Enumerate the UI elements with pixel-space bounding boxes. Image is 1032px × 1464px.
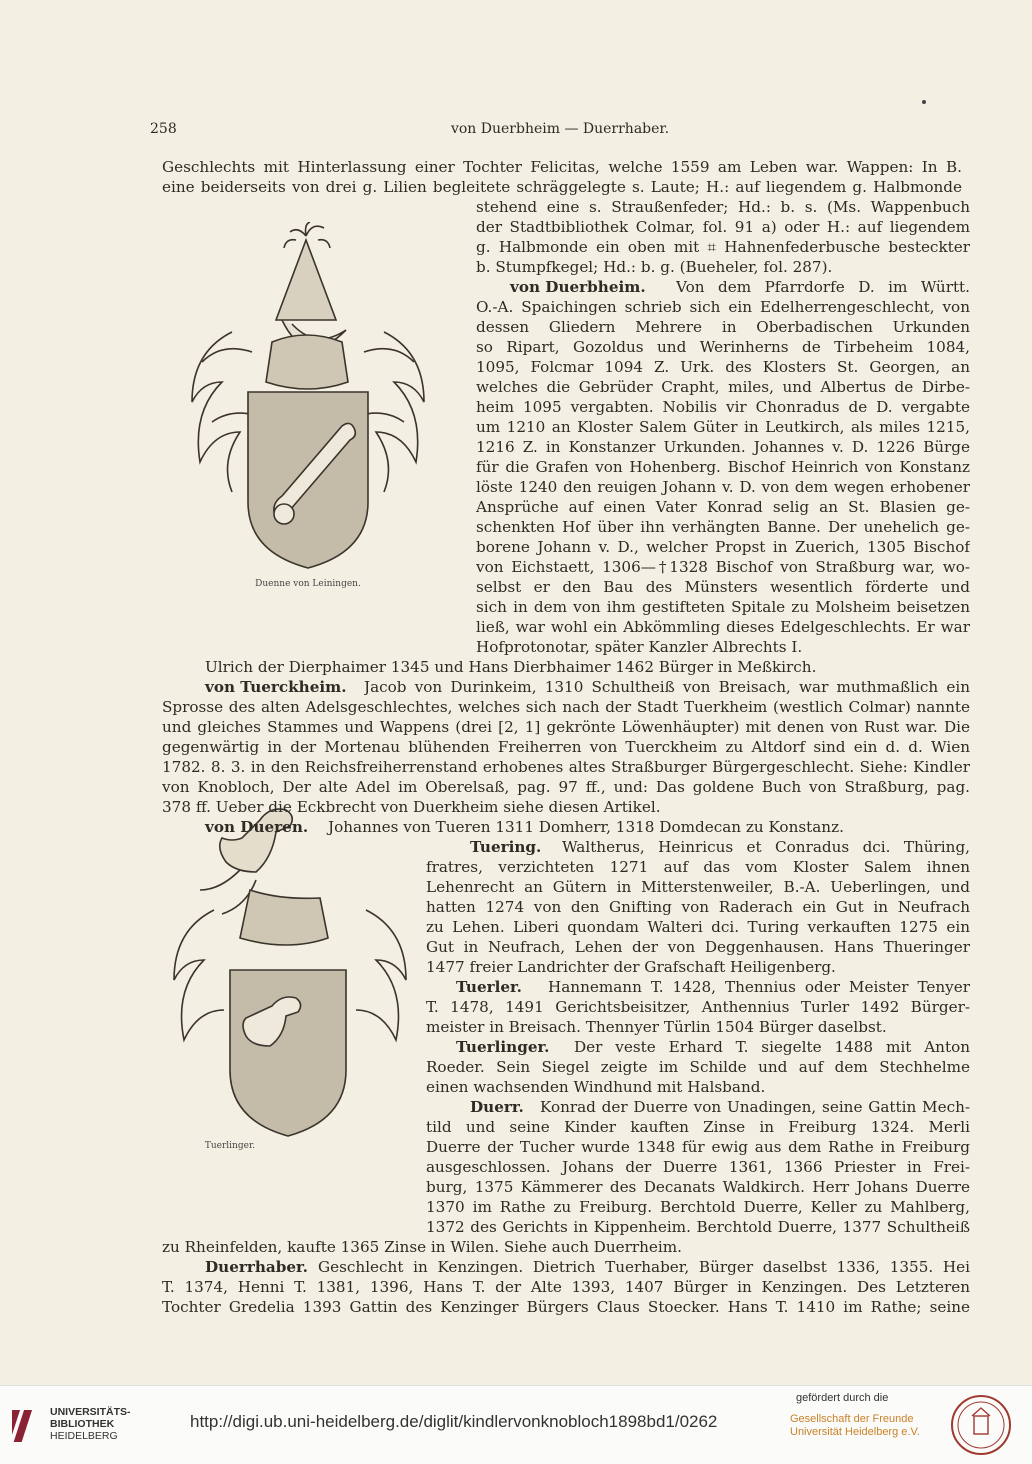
university-seal-icon: [950, 1394, 1012, 1456]
text-line: schenkten Hof über ihn verhängten Banne. Der unehelich ge-: [476, 518, 970, 536]
text-line: borene Johann v. D., welcher Propst in Zuerich, 1305 Bischof: [476, 538, 970, 556]
text-line: um 1210 an Kloster Salem Güter in Leutkirch, als miles 1215,: [476, 418, 970, 436]
text-line: stehend eine s. Straußenfeder; Hd.: b. s. (Ms. Wappenbuch: [476, 198, 970, 216]
text-line: Geschlecht in Kenzingen. Dietrich Tuerhaber, Bürger daselbst 1336, 1355. Hei: [318, 1258, 970, 1276]
entry-heading: Duerr.: [470, 1098, 524, 1116]
text-line: burg, 1375 Kämmerer des Decanats Waldkirch. Herr Johans Duerre: [426, 1178, 970, 1196]
text-line: löste 1240 den reuigen Johann v. D. von dem wegen erhobener: [476, 478, 970, 496]
entry-heading: von Duerbheim.: [510, 278, 646, 296]
text-line: von Knobloch, Der alte Adel im Oberelsaß, pag. 97 ff., und: Das goldene Buch von Straßburg, pag.: [162, 778, 970, 796]
text-line: Duerre der Tucher wurde 1348 für ewig aus dem Rathe in Freiburg: [426, 1138, 970, 1156]
text-line: 1782. 8. 3. in den Reichsfreiherrenstand erhobenes altes Straßburger Bürgergeschlecht. Siehe: Kindler: [162, 758, 970, 776]
text-line: selbst er den Bau des Münsters wesentlich förderte und: [476, 578, 970, 596]
entry-heading: Tuerler.: [456, 978, 522, 996]
text-line: Tochter Gredelia 1393 Gattin des Kenzinger Bürgers Claus Stoecker. Hans T. 1410 im Rathe; seine: [162, 1298, 970, 1316]
text-line: ließ, war wohl ein Abkömmling dieses Edelgeschlechts. Er war: [476, 618, 970, 636]
text-line: fratres, verzichteten 1271 auf das vom Kloster Salem ihnen: [426, 858, 970, 876]
running-header: [150, 121, 970, 145]
text-line: welches die Gebrüder Crapht, miles, und Albertus de Dirbe-: [476, 378, 970, 396]
text-line: 378 ff. Ueber die Eckbrecht von Duerkheim siehe diesen Artikel.: [162, 798, 661, 816]
text-line: dessen Gliedern Mehrere in Oberbadischen Urkunden: [476, 318, 970, 336]
crest-duenne-icon: [172, 222, 444, 592]
text-line: Johannes von Tueren 1311 Domherr, 1318 Domdecan zu Konstanz.: [328, 818, 844, 836]
text-line: 1370 im Rathe zu Freiburg. Berchtold Duerre, Keller zu Mahlberg,: [426, 1198, 970, 1216]
text-line: 1372 des Gerichts in Kippenheim. Berchtold Duerre, 1377 Schultheiß: [426, 1218, 970, 1236]
text-line: 1216 Z. in Konstanzer Urkunden. Johannes v. D. 1226 Bürge: [476, 438, 970, 456]
text-line: Roeder. Sein Siegel zeigte im Schilde und auf dem Stechhelme: [426, 1058, 970, 1076]
text-line: Konrad der Duerre von Unadingen, seine Gattin Mech-: [540, 1098, 970, 1116]
text-line: g. Halbmonde ein oben mit ⌗ Hahnenfederbusche besteckter: [476, 238, 970, 256]
text-line: O.-A. Spaichingen schrieb sich ein Edelherrengeschlecht, von: [476, 298, 970, 316]
text-line: zu Lehen. Liberi quondam Walteri dci. Turing verkauften 1275 ein: [426, 918, 970, 936]
ink-dot: [922, 100, 926, 104]
text-line: Hannemann T. 1428, Thennius oder Meister Tenyer: [548, 978, 970, 996]
text-line: zu Rheinfelden, kaufte 1365 Zinse in Wilen. Siehe auch Duerrheim.: [162, 1238, 682, 1256]
entry-heading: Duerrhaber.: [205, 1258, 308, 1276]
text-line: Lehenrecht an Gütern in Mitterstenweiler, B.-A. Ueberlingen, und: [426, 878, 970, 896]
text-line: von Eichstaett, 1306—†1328 Bischof von Straßburg war, wo-: [476, 558, 970, 576]
text-line: Ansprüche auf einen Vater Konrad selig an St. Blasien ge-: [476, 498, 970, 516]
text-line: Ulrich der Dierphaimer 1345 und Hans Dierbhaimer 1462 Bürger in Meßkirch.: [205, 658, 817, 676]
society-name: Gesellschaft der Freunde Universität Heidelberg e.V.: [790, 1413, 920, 1438]
entry-heading: von Dueren.: [205, 818, 309, 836]
entry-heading: Tuerlinger.: [456, 1038, 550, 1056]
text-line: meister in Breisach. Thennyer Türlin 1504 Bürger daselbst.: [426, 1018, 887, 1036]
text-line: T. 1374, Henni T. 1381, 1396, Hans T. der Alte 1393, 1407 Bürger in Kenzingen. Des Letzteren: [162, 1278, 970, 1296]
text-line: sich in dem von ihm gestifteten Spitale zu Molsheim beisetzen: [476, 598, 970, 616]
entry-heading: Tuering.: [470, 838, 542, 856]
text-line: gegenwärtig in der Mortenau blühenden Freiherren von Tuerckheim zu Altdorf sind ein d. d. Wien: [162, 738, 970, 756]
svg-text:Duenne von Leiningen.: Duenne von Leiningen.: [255, 579, 361, 589]
text-line: 1095, Folcmar 1094 Z. Urk. des Klosters St. Georgen, an: [476, 358, 970, 376]
text-line: Geschlechts mit Hinterlassung einer Tochter Felicitas, welche 1559 am Leben war. Wappen: In B.: [162, 158, 962, 176]
running-title: von Duerbheim — Duerrhaber.: [450, 121, 670, 137]
text-line: heim 1095 vergabten. Nobilis vir Chonradus de D. vergabte: [476, 398, 970, 416]
text-line: so Ripart, Gozoldus und Werinherns de Tirbeheim 1084,: [476, 338, 970, 356]
crest-tuerlinger-icon: [160, 800, 418, 1160]
text-line: Der veste Erhard T. siegelte 1488 mit Anton: [574, 1038, 970, 1056]
text-line: Von dem Pfarrdorfe D. im Württ.: [676, 278, 970, 296]
svg-text:Tuerlinger.: Tuerlinger.: [204, 1141, 256, 1151]
text-line: 1477 freier Landrichter der Grafschaft Heiligenberg.: [426, 958, 836, 976]
text-line: für die Grafen von Hohenberg. Bischof Heinrich von Konstanz: [476, 458, 970, 476]
text-line: und gleiches Stammes und Wappens (drei [2, 1] gekrönte Löwenhäupter) mit denen von Rust war. Die: [162, 718, 970, 736]
university-library-logo-icon: [12, 1404, 46, 1446]
text-line: Jacob von Durinkeim, 1310 Schultheiß von Breisach, war muthmaßlich ein: [364, 678, 970, 696]
entry-heading: von Tuerckheim.: [205, 678, 347, 696]
text-line: einen wachsenden Windhund mit Halsband.: [426, 1078, 766, 1096]
text-line: Sprosse des alten Adelsgeschlechtes, welches sich nach der Stadt Tuerkheim (westlich Colmar) nannte: [162, 698, 970, 716]
funded-by-label: gefördert durch die: [796, 1392, 889, 1404]
text-line: der Stadtbibliothek Colmar, fol. 91 a) oder H.: auf liegendem: [476, 218, 970, 236]
text-line: Gut in Neufrach, Lehen der von Deggenhausen. Hans Thueringer: [426, 938, 970, 956]
permalink-url[interactable]: http://digi.ub.uni-heidelberg.de/diglit/kindlervonknobloch1898bd1/0262: [190, 1412, 718, 1431]
text-line: b. Stumpfkegel; Hd.: b. g. (Bueheler, fol. 287).: [476, 258, 833, 276]
text-line: ausgeschlossen. Johans der Duerre 1361, 1366 Priester in Frei-: [426, 1158, 970, 1176]
text-line: Waltherus, Heinricus et Conradus dci. Thüring,: [562, 838, 970, 856]
text-line: Hofprotonotar, später Kanzler Albrechts I.: [476, 638, 803, 656]
page-number: 258: [150, 121, 177, 137]
text-line: hatten 1274 von den Gnifting von Raderach ein Gut in Neufrach: [426, 898, 970, 916]
text-line: eine beiderseits von drei g. Lilien begleitete schräggelegte s. Laute; H.: auf liegendem g. Halbmonde: [162, 178, 962, 196]
library-name: UNIVERSITÄTS- BIBLIOTHEK HEIDELBERG: [50, 1406, 131, 1442]
text-line: T. 1478, 1491 Gerichtsbeisitzer, Anthennius Turler 1492 Bürger-: [426, 998, 970, 1016]
footer-bar: [0, 1385, 1032, 1464]
text-line: tild und seine Kinder kauften Zinse in Freiburg 1324. Merli: [426, 1118, 970, 1136]
